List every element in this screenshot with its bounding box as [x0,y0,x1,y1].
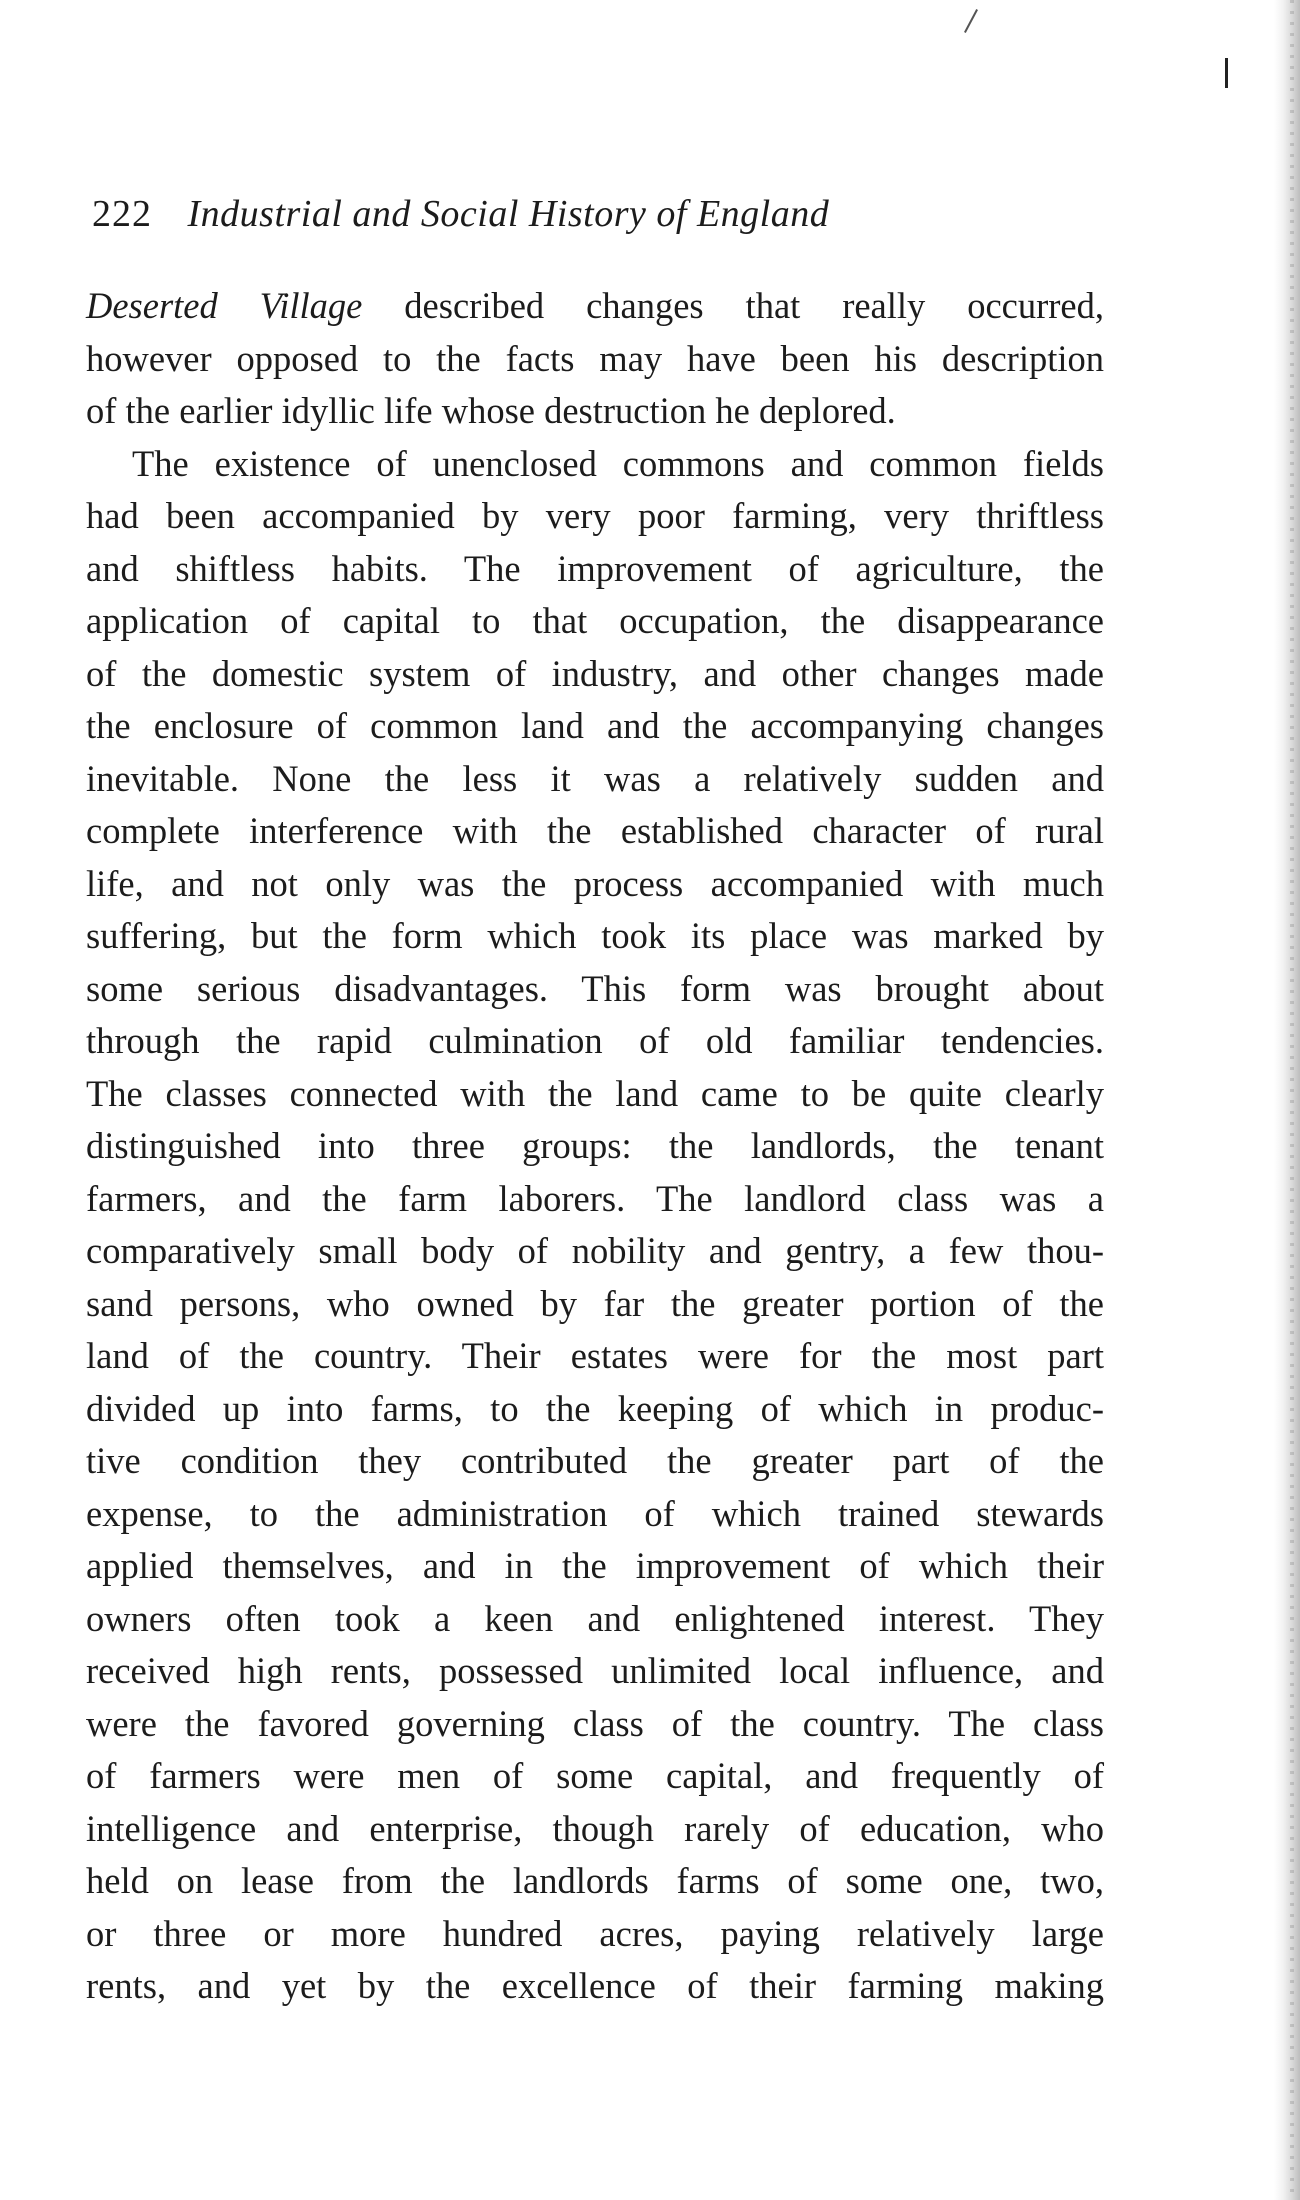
text-line: application of capital to that occupation, the disappearance [86,600,1104,641]
text-line: complete interference with the established character of rural [86,810,1104,851]
text-line: comparatively small body of nobility and gentry, a few thou- [86,1230,1104,1271]
text-line: sand persons, who owned by far the greater portion of the [86,1282,1104,1324]
text-line: of the domestic system of industry, and other changes made [86,652,1104,694]
book-title-reference: Deserted Village [86,285,363,326]
pencil-mark [964,9,978,33]
text-line: some serious disadvantages. This form was brought about [86,967,1104,1009]
text-line: life, and not only was the process accompanied with much [86,862,1104,904]
page-gutter-edge [1274,0,1300,2200]
text-line: divided up into farms, to the keeping of which in produc- [86,1387,1104,1429]
text-line: the enclosure of common land and the accompanying changes [86,705,1104,746]
text-line: owners often took a keen and enlightened interest. They [86,1597,1104,1639]
text-line: farmers, and the farm laborers. The landlord class was a [86,1177,1104,1219]
text-line: received high rents, possessed unlimited local influence, and [86,1650,1104,1691]
text-line: tive condition they contributed the greater part of the [86,1440,1104,1481]
text-line-paragraph-start: The existence of unenclosed commons and common fields [132,442,1104,484]
text-line: land of the country. Their estates were for the most part [86,1335,1104,1376]
text-line [86,280,1104,333]
text-line: intelligence and enterprise, though rarely of education, who [86,1807,1104,1849]
body-text [86,280,1104,2013]
page-number: 222 [92,193,152,235]
text-line: inevitable. None the less it was a relatively sudden and [86,757,1104,799]
text-line: through the rapid culmination of old familiar tendencies. [86,1020,1104,1061]
text-line: expense, to the administration of which trained stewards [86,1492,1104,1534]
running-title: Industrial and Social History of England [187,193,830,235]
text-line: applied themselves, and in the improvement of which their [86,1545,1104,1586]
text-line: had been accompanied by very poor farming, very thriftless [86,495,1104,536]
text-line: rents, and yet by the excellence of their farming making [86,1965,1104,2006]
text-line: of farmers were men of some capital, and frequently of [86,1755,1104,1796]
running-header [92,192,1112,252]
gutter-speckle [1290,0,1294,2200]
text-line: The classes connected with the land came to be quite clearly [86,1072,1104,1114]
text-line: suffering, but the form which took its place was marked by [86,915,1104,956]
text-line: or three or more hundred acres, paying relatively large [86,1912,1104,1954]
text-line-paragraph-end: of the earlier idyllic life whose destruction he deplored. [86,390,896,431]
ink-mark [1225,58,1228,88]
text-line-rest: described changes that really occurred, [362,285,1104,326]
text-line: however opposed to the facts may have been his description [86,337,1104,379]
text-line: held on lease from the landlords farms of some one, two, [86,1860,1104,1901]
text-line: and shiftless habits. The improvement of agriculture, the [86,547,1104,589]
text-line: were the favored governing class of the country. The class [86,1702,1104,1744]
text-line: distinguished into three groups: the landlords, the tenant [86,1125,1104,1166]
